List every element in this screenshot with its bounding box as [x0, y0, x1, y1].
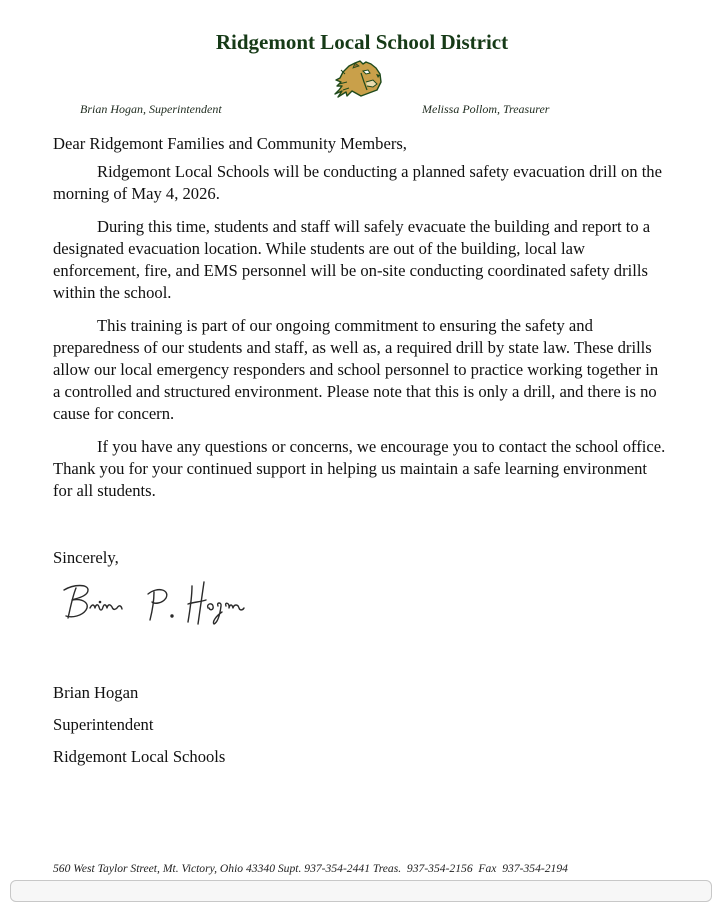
- bottom-panel-edge: [10, 880, 712, 902]
- salutation: Dear Ridgemont Families and Community Members,: [53, 134, 407, 153]
- superintendent-header-name: Brian Hogan, Superintendent: [80, 102, 222, 116]
- signer-title: Superintendent: [53, 715, 154, 734]
- district-title: Ridgemont Local School District: [215, 30, 509, 54]
- footer-contact-info: 560 West Taylor Street, Mt. Victory, Ohio 43340 Supt. 937-354-2441 Treas. 937-354-2156 Fax 937-354-2194: [53, 862, 568, 875]
- signer-name: Brian Hogan: [53, 683, 139, 702]
- paragraph-contact: If you have any questions or concerns, we encourage you to contact the school office. Thank you for your continued support in helping us maintain a safe learning environment for all students.: [53, 437, 666, 500]
- closing: Sincerely,: [53, 548, 119, 567]
- bobcat-mascot-icon: [333, 60, 383, 98]
- paragraph-drill-date: Ridgemont Local Schools will be conducting a planned safety evacuation drill on the morning of May 4, 2026.: [53, 162, 662, 203]
- handwritten-signature: [62, 578, 252, 628]
- signer-organization: Ridgemont Local Schools: [53, 747, 226, 766]
- letter-body: [53, 133, 668, 513]
- paragraph-training: This training is part of our ongoing commitment to ensuring the safety and preparedness of our students and staff, as well as, a required drill by state law. These drills allow our local emergency responders and school personnel to practice working together in a controlled and structured environment. Please note that this is only a drill, and there is no cause for concern.: [53, 316, 659, 423]
- treasurer-header-name: Melissa Pollom, Treasurer: [422, 102, 550, 116]
- paragraph-evacuation: During this time, students and staff will safely evacuate the building and report to a designated evacuation location. While students are out of the building, local law enforcement, fire, and EMS personnel will be on-site conducting coordinated safety drills within the school.: [53, 217, 651, 302]
- signature-block: [53, 677, 225, 773]
